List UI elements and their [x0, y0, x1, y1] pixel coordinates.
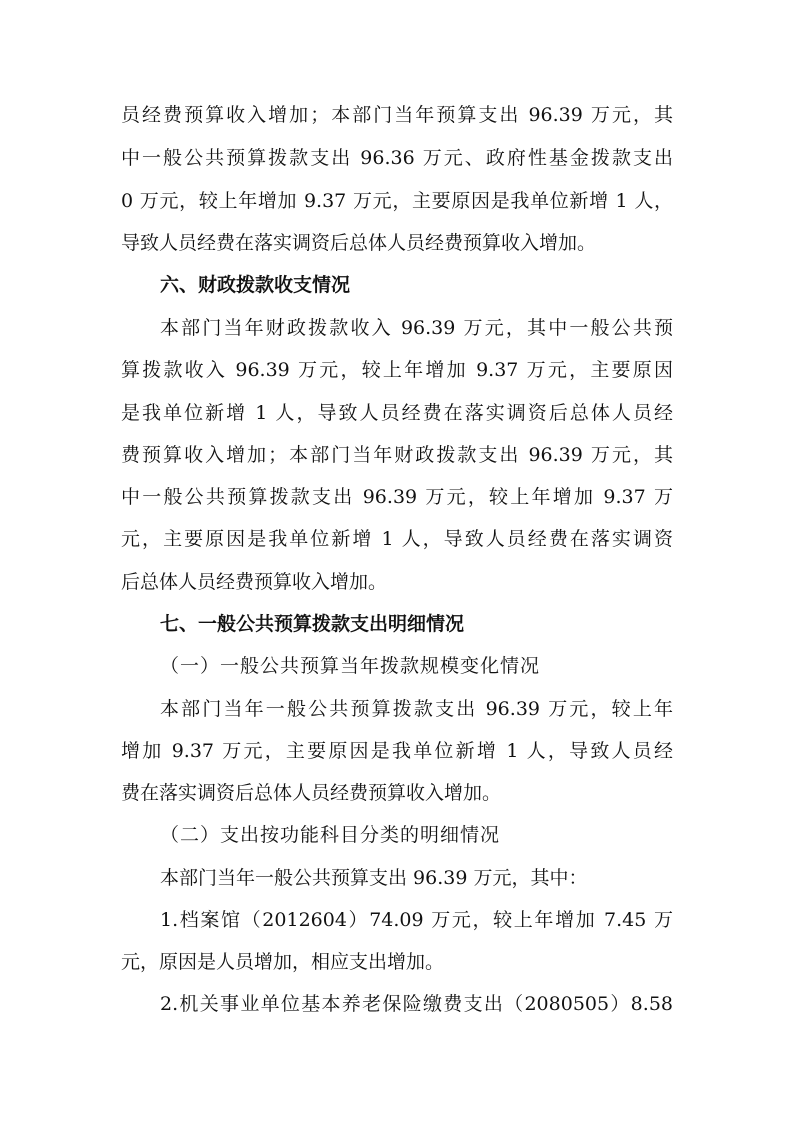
paragraph-line: 员经费预算收入增加；本部门当年预算支出 96.39 万元，其	[121, 104, 673, 126]
list-item-line: 元，原因是人员增加，相应支出增加。	[121, 951, 445, 973]
list-item-line: 2.机关事业单位基本养老保险缴费支出（2080505）8.58	[160, 993, 673, 1015]
paragraph-line: 本部门当年财政拨款收入 96.39 万元，其中一般公共预	[160, 317, 673, 339]
subsection-heading-2: （二）支出按功能科目分类的明细情况	[160, 824, 501, 846]
list-item-line: 1.档案馆（2012604）74.09 万元，较上年增加 7.45 万	[160, 909, 673, 931]
section-heading-7: 七、一般公共预算拨款支出明细情况	[160, 613, 465, 635]
paragraph-line: 是我单位新增 1 人，导致人员经费在落实调资后总体人员经	[121, 402, 673, 424]
section-heading-6: 六、财政拨款收支情况	[160, 274, 351, 296]
paragraph-line: 中一般公共预算拨款支出 96.36 万元、政府性基金拨款支出	[121, 147, 673, 169]
paragraph-line: 算拨款收入 96.39 万元，较上年增加 9.37 万元，主要原因	[121, 359, 673, 381]
paragraph-line: 0 万元，较上年增加 9.37 万元，主要原因是我单位新增 1 人，	[121, 190, 673, 212]
paragraph-line: 元，主要原因是我单位新增 1 人，导致人员经费在落实调资	[121, 528, 673, 550]
paragraph-line: 导致人员经费在落实调资后总体人员经费预算收入增加。	[121, 232, 597, 254]
paragraph-line: 本部门当年一般公共预算拨款支出 96.39 万元，较上年	[160, 698, 673, 720]
paragraph-line: 增加 9.37 万元，主要原因是我单位新增 1 人，导致人员经	[121, 740, 673, 762]
paragraph-line: 中一般公共预算拨款支出 96.39 万元，较上年增加 9.37 万	[121, 486, 673, 508]
paragraph-line: 本部门当年一般公共预算支出 96.39 万元，其中：	[160, 867, 588, 889]
subsection-heading-1: （一）一般公共预算当年拨款规模变化情况	[160, 655, 541, 677]
paragraph-line: 后总体人员经费预算收入增加。	[121, 571, 388, 593]
paragraph-line: 费预算收入增加；本部门当年财政拨款支出 96.39 万元，其	[121, 444, 673, 466]
paragraph-line: 费在落实调资后总体人员经费预算收入增加。	[121, 782, 502, 804]
